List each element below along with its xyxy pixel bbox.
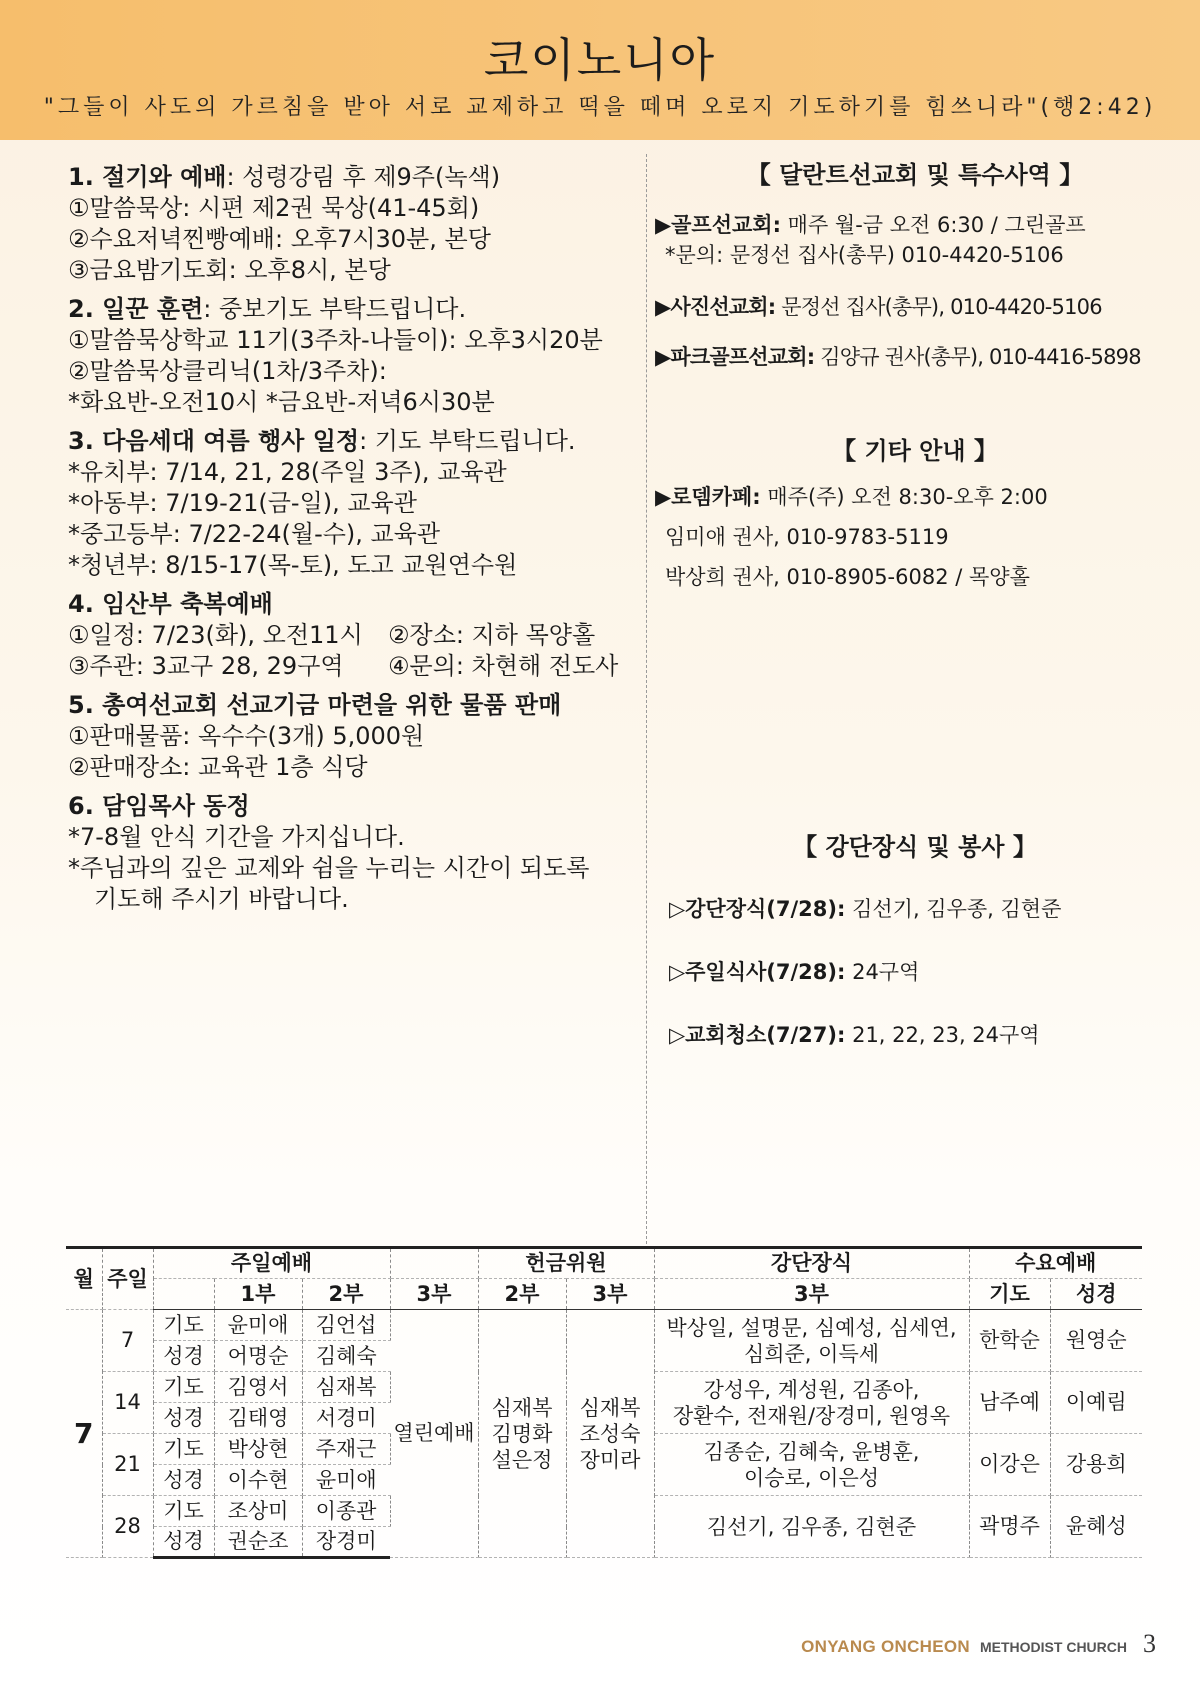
rodem-contact: 임미애 권사, 010-9783-5119	[665, 525, 949, 549]
header-part1: 1부	[214, 1279, 302, 1310]
announcement-2: 2. 일꾼 훈련: 중보기도 부탁드립니다. ①말씀묵상학교 11기(3주차-나들이): 오후3시20분 ②말씀묵상클리닉(1차/3주차): *화요반-오전10시 *금요반-저녁6시30분	[68, 294, 638, 418]
wed-bible-cell: 강용희	[1050, 1434, 1142, 1496]
offering3-cell: 심재복 조성숙 장미라	[566, 1310, 654, 1558]
altar-cell: 박상일, 설명문, 심예성, 심세연, 심희준, 이득세	[654, 1310, 969, 1372]
announcement-5: 5. 총여선교회 선교기금 마련을 위한 물품 판매 ①판매물품: 옥수수(3개) 5,000원 ②판매장소: 교육관 1층 식당	[68, 690, 638, 783]
page-number: 3	[1143, 1629, 1156, 1658]
page-title: 코이노니아	[483, 33, 717, 87]
name-cell: 김언섭	[302, 1310, 390, 1341]
announcement-title: 절기와 예배	[102, 163, 227, 191]
header-prayer: 기도	[969, 1279, 1050, 1310]
month-cell: 7	[66, 1310, 102, 1558]
header-offering-part3: 3부	[566, 1279, 654, 1310]
etc-title: 【 기타 안내 】	[832, 437, 998, 465]
announcement-4: 4. 임산부 축복예배 ①일정: 7/23(화), 오전11시 ②장소: 지하 목양홀 ③주관: 3교구 28, 29구역 ④문의: 차현해 전도사	[68, 590, 619, 680]
mission-golf: ▶골프선교회: 매주 월-금 오전 6:30 / 그린골프	[655, 213, 1086, 237]
altar-cell: 김선기, 김우종, 김현준	[654, 1496, 969, 1558]
service-schedule-table	[66, 1246, 1142, 1559]
header-altar-part3: 3부	[654, 1279, 969, 1310]
role-cell: 기도	[153, 1496, 214, 1527]
missions-title: 【 달란트선교회 및 특수사역 】	[746, 161, 1084, 189]
name-cell: 김영서	[214, 1372, 302, 1403]
wed-prayer-cell: 남주예	[969, 1372, 1050, 1434]
name-cell: 윤미애	[214, 1310, 302, 1341]
mission-golf-contact: *문의: 문정선 집사(총무) 010-4420-5106	[665, 243, 1064, 267]
announcement-line: ①말씀묵상: 시편 제2권 묵상(41-45회)	[68, 194, 480, 222]
table-subheader-row	[66, 1279, 1142, 1310]
announcement-line: *7-8월 안식 기간을 가지십니다.	[68, 823, 405, 851]
header-sunday-service: 주일예배	[153, 1248, 390, 1279]
name-cell: 권순조	[214, 1527, 302, 1558]
name-cell: 장경미	[302, 1527, 390, 1558]
announcement-title: 일꾼 훈련	[102, 295, 204, 323]
bible-verse: "그들이 사도의 가르침을 받아 서로 교제하고 떡을 떼며 오로지 기도하기를 힘쓰니라"(행2:42)	[43, 95, 1157, 120]
rodem-contact: 박상희 권사, 010-8905-6082 / 목양홀	[665, 565, 1030, 589]
name-cell: 김태영	[214, 1403, 302, 1434]
header-month: 월	[66, 1248, 102, 1310]
name-cell: 이종관	[302, 1496, 390, 1527]
column-divider	[646, 154, 647, 1244]
role-cell: 성경	[153, 1403, 214, 1434]
wed-bible-cell: 이예림	[1050, 1372, 1142, 1434]
mission-parkgolf: ▶파크골프선교회: 김양규 권사(총무), 010-4416-5898	[655, 345, 1141, 369]
name-cell: 어명순	[214, 1341, 302, 1372]
church-type: METHODIST CHURCH	[980, 1639, 1127, 1655]
table-row	[66, 1310, 1142, 1341]
wed-bible-cell: 원영순	[1050, 1310, 1142, 1372]
announcement-line: ②판매장소: 교육관 1층 식당	[68, 753, 368, 781]
announcement-title: 다음세대 여름 행사 일정	[102, 427, 360, 455]
week-cell: 7	[102, 1310, 153, 1372]
name-cell: 조상미	[214, 1496, 302, 1527]
name-cell: 주재근	[302, 1434, 390, 1465]
page-header	[0, 0, 1200, 140]
announcement-line: ③금요밤기도회: 오후8시, 본당	[68, 256, 391, 284]
altar-cell: 김종순, 김혜숙, 윤병훈, 이승로, 이은성	[654, 1434, 969, 1496]
wed-prayer-cell: 한학순	[969, 1310, 1050, 1372]
role-cell: 기도	[153, 1434, 214, 1465]
role-cell: 성경	[153, 1527, 214, 1558]
role-cell: 기도	[153, 1372, 214, 1403]
mission-photo: ▶사진선교회: 문정선 집사(총무), 010-4420-5106	[655, 295, 1102, 319]
header-part3: 3부	[390, 1279, 478, 1310]
announcement-title: 총여선교회 선교기금 마련을 위한 물품 판매	[102, 691, 562, 719]
announcement-line: ③주관: 3교구 28, 29구역	[68, 652, 344, 680]
church-cleaning: ▷교회청소(7/27): 21, 22, 23, 24구역	[669, 1023, 1040, 1047]
role-cell: 성경	[153, 1465, 214, 1496]
announcement-line: *화요반-오전10시 *금요반-저녁6시30분	[68, 388, 495, 416]
week-cell: 28	[102, 1496, 153, 1558]
name-cell: 이수현	[214, 1465, 302, 1496]
altar-cell: 강성우, 계성원, 김종아, 장환수, 전재원/장경미, 원영옥	[654, 1372, 969, 1434]
week-cell: 14	[102, 1372, 153, 1434]
page-footer	[801, 1629, 1156, 1659]
rodem-cafe: ▶로뎀카페: 매주(주) 오전 8:30-오후 2:00	[655, 485, 1048, 509]
header-bible: 성경	[1050, 1279, 1142, 1310]
announcement-line: ②장소: 지하 목양홀	[388, 621, 596, 649]
announcement-line: ①말씀묵상학교 11기(3주차-나들이): 오후3시20분	[68, 326, 603, 354]
announcement-line: *청년부: 8/15-17(목-토), 도고 교원연수원	[68, 551, 518, 579]
announcement-1: 1. 절기와 예배: 성령강림 후 제9주(녹색) ①말씀묵상: 시편 제2권 묵상(41-45회) ②수요저녁찐빵예배: 오후7시30분, 본당 ③금요밤기도회: 오후8시, 본당	[68, 162, 638, 286]
announcements-column	[68, 162, 638, 923]
service3-cell: 열린예배	[390, 1310, 478, 1558]
announcement-line: ②수요저녁찐빵예배: 오후7시30분, 본당	[68, 225, 491, 253]
announcement-3: 3. 다음세대 여름 행사 일정: 기도 부탁드립니다. *유치부: 7/14, 21, 28(주일 3주), 교육관 *아동부: 7/19-21(금-일), 교육관 *중고등부: 7/22-24(월-수), 교육관 *청년부: 8/15-17(목-토), 도고 교원연수원	[68, 426, 638, 581]
header-wednesday: 수요예배	[969, 1248, 1142, 1279]
header-offering: 헌금위원	[478, 1248, 654, 1279]
role-cell: 성경	[153, 1341, 214, 1372]
table-header-row	[66, 1248, 1142, 1279]
church-name: ONYANG ONCHEON	[801, 1637, 970, 1656]
announcement-line: 기도해 주시기 바랍니다.	[94, 885, 349, 913]
header-week: 주일	[102, 1248, 153, 1310]
announcement-title: 임산부 축복예배	[102, 590, 273, 618]
wed-bible-cell: 윤혜성	[1050, 1496, 1142, 1558]
header-offering-part2: 2부	[478, 1279, 566, 1310]
announcement-line: ①일정: 7/23(화), 오전11시	[68, 621, 363, 649]
name-cell: 서경미	[302, 1403, 390, 1434]
announcement-line: *주님과의 깊은 교제와 쉼을 누리는 시간이 되도록	[68, 854, 590, 882]
name-cell: 심재복	[302, 1372, 390, 1403]
announcement-line: ④문의: 차현해 전도사	[388, 652, 619, 680]
wed-prayer-cell: 이강은	[969, 1434, 1050, 1496]
offering2-cell: 심재복 김명화 설은정	[478, 1310, 566, 1558]
announcement-line: *유치부: 7/14, 21, 28(주일 3주), 교육관	[68, 458, 507, 486]
altar-title: 【 강단장식 및 봉사 】	[793, 833, 1037, 861]
info-column	[655, 158, 1175, 1050]
week-cell: 21	[102, 1434, 153, 1496]
name-cell: 박상현	[214, 1434, 302, 1465]
header-altar: 강단장식	[654, 1248, 969, 1279]
announcement-6: 6. 담임목사 동정 *7-8월 안식 기간을 가지십니다. *주님과의 깊은 교제와 쉼을 누리는 시간이 되도록 기도해 주시기 바랍니다.	[68, 791, 638, 915]
name-cell: 윤미애	[302, 1465, 390, 1496]
announcement-line: *중고등부: 7/22-24(월-수), 교육관	[68, 520, 441, 548]
announcement-line: ②말씀묵상클리닉(1차/3주차):	[68, 357, 387, 385]
sunday-meal: ▷주일식사(7/28): 24구역	[669, 960, 920, 984]
announcement-line: *아동부: 7/19-21(금-일), 교육관	[68, 489, 417, 517]
role-cell: 기도	[153, 1310, 214, 1341]
wed-prayer-cell: 곽명주	[969, 1496, 1050, 1558]
header-part2: 2부	[302, 1279, 390, 1310]
name-cell: 김혜숙	[302, 1341, 390, 1372]
altar-decoration: ▷강단장식(7/28): 김선기, 김우종, 김현준	[669, 897, 1062, 921]
announcement-line: ①판매물품: 옥수수(3개) 5,000원	[68, 722, 425, 750]
announcement-title: 담임목사 동정	[102, 792, 250, 820]
